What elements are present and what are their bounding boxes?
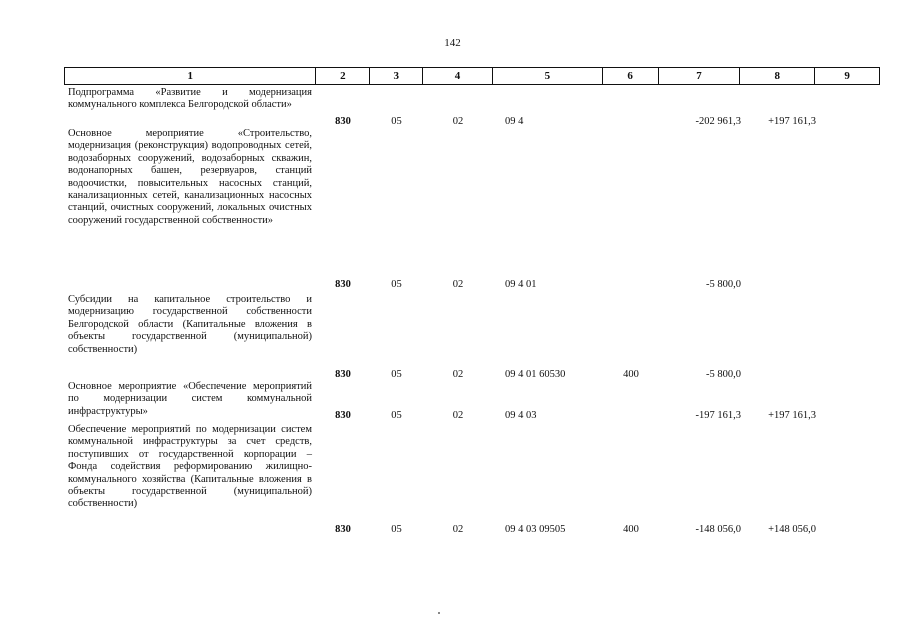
row-col-8: +148 056,0	[768, 524, 816, 535]
row-col-5: 09 4	[505, 116, 524, 127]
row-col-5: 09 4 03	[505, 410, 537, 421]
row-col-8: +197 161,3	[768, 116, 816, 127]
row-description: Основное мероприятие «Строительство, модернизация (реконструкция) водопроводных сетей, водозаборных сооружений, водозаборных скважин, водонапорных башен, резервуаров, станций водоочистки, повысительных насосных станций, канализационных сетей, канализационных насосных станций, очистных сооружений, локальных очистных сооружений государственной собственности»	[68, 128, 312, 226]
header-col-7: 7	[659, 68, 741, 84]
table-row	[64, 424, 880, 540]
row-col-4: 02	[452, 410, 464, 421]
row-col-3: 05	[391, 116, 402, 127]
row-description: Основное мероприятие «Обеспечение мероприятий по модернизации систем коммунальной инфраструктуры»	[68, 381, 312, 417]
row-col-5: 09 4 03 09505	[505, 524, 566, 535]
row-col-6: 400	[623, 524, 639, 535]
row-col-2: 830	[335, 279, 351, 290]
header-col-5: 5	[493, 68, 603, 84]
header-col-1: 1	[65, 68, 316, 84]
header-col-2: 2	[316, 68, 370, 84]
row-col-3: 05	[391, 524, 402, 535]
row-col-7: -5 800,0	[706, 369, 741, 380]
row-col-7: -5 800,0	[706, 279, 741, 290]
row-col-7: -202 961,3	[695, 116, 741, 127]
table-header	[64, 67, 880, 85]
table-row	[64, 128, 880, 294]
row-col-3: 05	[391, 369, 402, 380]
header-col-4: 4	[423, 68, 493, 84]
page-number: 142	[444, 37, 461, 49]
row-col-4: 02	[452, 116, 464, 127]
header-col-9: 9	[844, 70, 850, 82]
scan-speck	[438, 612, 440, 614]
header-col-8: 8	[740, 68, 815, 84]
row-description: Подпрограмма «Развитие и модернизация коммунального комплекса Белгородской области»	[68, 87, 312, 111]
row-col-2: 830	[335, 116, 351, 127]
table-row	[64, 294, 880, 382]
row-col-4: 02	[452, 524, 464, 535]
row-description: Субсидии на капитальное строительство и модернизацию государственной собственности Белгородской области (Капитальные вложения в объекты государственной (муниципальной) собственности)	[68, 294, 312, 355]
table-row	[64, 381, 880, 423]
header-col-3: 3	[370, 68, 423, 84]
row-col-3: 05	[391, 279, 402, 290]
row-col-2: 830	[335, 524, 351, 535]
row-col-7: -148 056,0	[695, 524, 741, 535]
row-col-3: 05	[391, 410, 402, 421]
row-col-6: 400	[623, 369, 639, 380]
row-col-5: 09 4 01	[505, 279, 537, 290]
row-col-2: 830	[335, 410, 351, 421]
header-col-6: 6	[603, 68, 659, 84]
row-col-5: 09 4 01 60530	[505, 369, 566, 380]
row-description: Обеспечение мероприятий по модернизации систем коммунальной инфраструктуры за счет средств, поступивших от государственной корпорации – Фонда содействия реформированию жилищно-коммунального хозяйства (Капитальные вложения в объекты государственной (муниципальной) собственности)	[68, 424, 312, 510]
row-col-7: -197 161,3	[695, 410, 741, 421]
row-col-4: 02	[452, 279, 464, 290]
row-col-4: 02	[452, 369, 464, 380]
row-col-2: 830	[335, 369, 351, 380]
table-row	[64, 87, 880, 129]
row-col-8: +197 161,3	[768, 410, 816, 421]
